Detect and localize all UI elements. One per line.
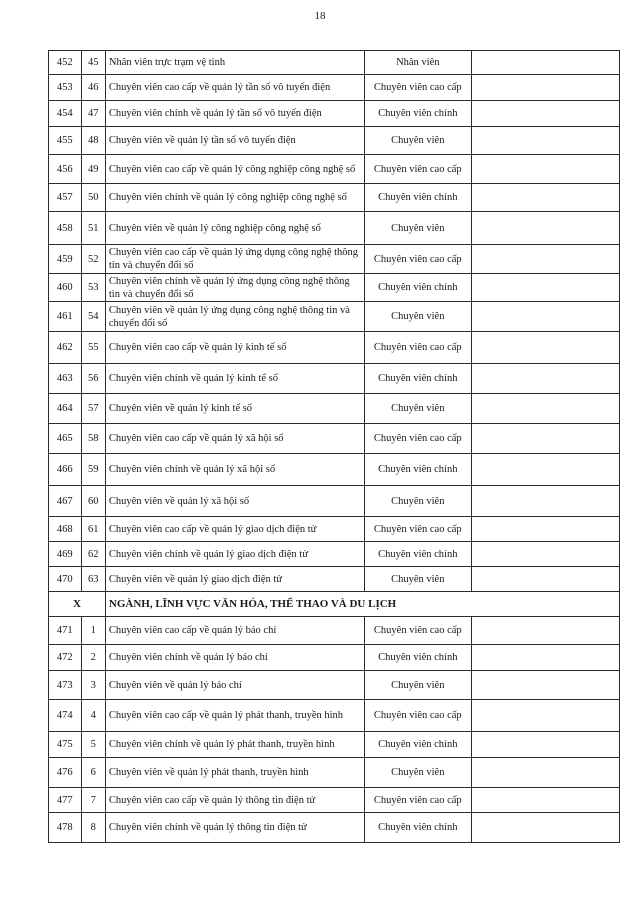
job-title: Chuyên viên cao cấp về quản lý ứng dụng công nghệ thông tin và chuyển đổi số [105, 245, 364, 274]
sub-number: 61 [81, 517, 105, 542]
sub-number: 52 [81, 245, 105, 274]
row-number: 454 [49, 101, 82, 127]
empty-cell [471, 486, 619, 517]
table-row [49, 394, 620, 424]
civil-service-rank: Chuyên viên [364, 394, 471, 424]
empty-cell [471, 394, 619, 424]
civil-service-rank: Chuyên viên cao cấp [364, 155, 471, 184]
job-title: Chuyên viên về quản lý kinh tế số [105, 394, 364, 424]
job-title: Chuyên viên chính về quản lý báo chí [105, 645, 364, 671]
civil-service-rank: Chuyên viên chính [364, 184, 471, 212]
empty-cell [471, 700, 619, 732]
civil-service-rank: Chuyên viên [364, 486, 471, 517]
sub-number: 2 [81, 645, 105, 671]
empty-cell [471, 302, 619, 332]
sub-number: 47 [81, 101, 105, 127]
row-number: 473 [49, 671, 82, 700]
sub-number: 6 [81, 758, 105, 788]
table-row [49, 732, 620, 758]
empty-cell [471, 155, 619, 184]
table-row [49, 127, 620, 155]
job-title: Chuyên viên chính về quản lý thông tin điện tử [105, 813, 364, 843]
row-number: 460 [49, 274, 82, 302]
table-row [49, 617, 620, 645]
row-number: 474 [49, 700, 82, 732]
table-row [49, 758, 620, 788]
empty-cell [471, 424, 619, 454]
row-number: 453 [49, 75, 82, 101]
job-title: Chuyên viên cao cấp về quản lý công nghiệp công nghệ số [105, 155, 364, 184]
job-title: Nhân viên trực trạm vệ tinh [105, 51, 364, 75]
row-number: 477 [49, 788, 82, 813]
job-position-table [48, 50, 620, 843]
sub-number: 50 [81, 184, 105, 212]
sub-number: 4 [81, 700, 105, 732]
civil-service-rank: Chuyên viên [364, 212, 471, 245]
empty-cell [471, 212, 619, 245]
table-row [49, 454, 620, 486]
civil-service-rank: Chuyên viên cao cấp [364, 788, 471, 813]
civil-service-rank: Chuyên viên cao cấp [364, 245, 471, 274]
table-row [49, 486, 620, 517]
empty-cell [471, 645, 619, 671]
table-row [49, 788, 620, 813]
table-row [49, 424, 620, 454]
sub-number: 48 [81, 127, 105, 155]
row-number: 464 [49, 394, 82, 424]
table-row [49, 212, 620, 245]
row-number: 475 [49, 732, 82, 758]
job-title: Chuyên viên chính về quản lý tần số vô tuyến điện [105, 101, 364, 127]
empty-cell [471, 101, 619, 127]
civil-service-rank: Chuyên viên cao cấp [364, 424, 471, 454]
civil-service-rank: Nhân viên [364, 51, 471, 75]
sub-number: 57 [81, 394, 105, 424]
table-body [49, 51, 620, 843]
empty-cell [471, 671, 619, 700]
row-number: 470 [49, 567, 82, 592]
sub-number: 63 [81, 567, 105, 592]
empty-cell [471, 332, 619, 364]
empty-cell [471, 758, 619, 788]
job-title: Chuyên viên về quản lý xã hội số [105, 486, 364, 517]
civil-service-rank: Chuyên viên chính [364, 645, 471, 671]
job-title: Chuyên viên về quản lý công nghiệp công nghệ số [105, 212, 364, 245]
civil-service-rank: Chuyên viên [364, 671, 471, 700]
job-title: Chuyên viên cao cấp về quản lý thông tin điện tử [105, 788, 364, 813]
sub-number: 62 [81, 542, 105, 567]
job-title: Chuyên viên chính về quản lý phát thanh, truyền hình [105, 732, 364, 758]
row-number: 462 [49, 332, 82, 364]
table-row [49, 155, 620, 184]
empty-cell [471, 454, 619, 486]
row-number: 463 [49, 364, 82, 394]
row-number: 466 [49, 454, 82, 486]
row-number: 468 [49, 517, 82, 542]
empty-cell [471, 517, 619, 542]
row-number: 459 [49, 245, 82, 274]
civil-service-rank: Chuyên viên chính [364, 813, 471, 843]
empty-cell [471, 542, 619, 567]
civil-service-rank: Chuyên viên chính [364, 542, 471, 567]
table-row [49, 364, 620, 394]
job-title: Chuyên viên chính về quản lý giao dịch điện tử [105, 542, 364, 567]
sub-number: 8 [81, 813, 105, 843]
civil-service-rank: Chuyên viên cao cấp [364, 332, 471, 364]
job-title: Chuyên viên cao cấp về quản lý báo chí [105, 617, 364, 645]
page-number: 18 [314, 10, 326, 22]
row-number: 478 [49, 813, 82, 843]
sub-number: 55 [81, 332, 105, 364]
civil-service-rank: Chuyên viên cao cấp [364, 700, 471, 732]
job-title: Chuyên viên cao cấp về quản lý xã hội số [105, 424, 364, 454]
row-number: 476 [49, 758, 82, 788]
empty-cell [471, 617, 619, 645]
empty-cell [471, 732, 619, 758]
civil-service-rank: Chuyên viên chính [364, 364, 471, 394]
sub-number: 54 [81, 302, 105, 332]
table-row [49, 517, 620, 542]
job-title: Chuyên viên về quản lý ứng dụng công nghệ thông tin và chuyển đổi số [105, 302, 364, 332]
section-roman-numeral: X [49, 592, 106, 617]
empty-cell [471, 364, 619, 394]
civil-service-rank: Chuyên viên cao cấp [364, 617, 471, 645]
civil-service-rank: Chuyên viên [364, 567, 471, 592]
empty-cell [471, 127, 619, 155]
civil-service-rank: Chuyên viên chính [364, 732, 471, 758]
job-title: Chuyên viên cao cấp về quản lý phát thanh, truyền hình [105, 700, 364, 732]
row-number: 457 [49, 184, 82, 212]
job-title: Chuyên viên cao cấp về quản lý tần số vô tuyến điện [105, 75, 364, 101]
row-number: 471 [49, 617, 82, 645]
empty-cell [471, 788, 619, 813]
civil-service-rank: Chuyên viên [364, 127, 471, 155]
sub-number: 51 [81, 212, 105, 245]
section-title: NGÀNH, LĨNH VỰC VĂN HÓA, THỂ THAO VÀ DU LỊCH [105, 592, 619, 617]
civil-service-rank: Chuyên viên [364, 758, 471, 788]
sub-number: 3 [81, 671, 105, 700]
row-number: 452 [49, 51, 82, 75]
civil-service-rank: Chuyên viên [364, 302, 471, 332]
sub-number: 53 [81, 274, 105, 302]
job-title: Chuyên viên chính về quản lý công nghiệp công nghệ số [105, 184, 364, 212]
civil-service-rank: Chuyên viên cao cấp [364, 517, 471, 542]
sub-number: 58 [81, 424, 105, 454]
job-title: Chuyên viên chính về quản lý xã hội số [105, 454, 364, 486]
job-title: Chuyên viên chính về quản lý kinh tế số [105, 364, 364, 394]
job-title: Chuyên viên cao cấp về quản lý giao dịch điện tử [105, 517, 364, 542]
job-title: Chuyên viên về quản lý báo chí [105, 671, 364, 700]
job-title: Chuyên viên về quản lý giao dịch điện tử [105, 567, 364, 592]
row-number: 458 [49, 212, 82, 245]
row-number: 455 [49, 127, 82, 155]
table-row [49, 274, 620, 302]
row-number: 467 [49, 486, 82, 517]
job-title: Chuyên viên cao cấp về quản lý kinh tế số [105, 332, 364, 364]
empty-cell [471, 51, 619, 75]
empty-cell [471, 184, 619, 212]
table-row [49, 542, 620, 567]
civil-service-rank: Chuyên viên chính [364, 274, 471, 302]
sub-number: 46 [81, 75, 105, 101]
table-row [49, 332, 620, 364]
table-row [49, 75, 620, 101]
sub-number: 1 [81, 617, 105, 645]
table-row [49, 184, 620, 212]
empty-cell [471, 245, 619, 274]
table-row [49, 245, 620, 274]
table-row [49, 302, 620, 332]
sub-number: 56 [81, 364, 105, 394]
sub-number: 7 [81, 788, 105, 813]
table-row [49, 51, 620, 75]
sub-number: 60 [81, 486, 105, 517]
job-title: Chuyên viên chính về quản lý ứng dụng công nghệ thông tin và chuyển đổi số [105, 274, 364, 302]
table-row [49, 567, 620, 592]
row-number: 456 [49, 155, 82, 184]
section-header-row [49, 592, 620, 617]
table-row [49, 645, 620, 671]
row-number: 469 [49, 542, 82, 567]
sub-number: 49 [81, 155, 105, 184]
row-number: 465 [49, 424, 82, 454]
civil-service-rank: Chuyên viên chính [364, 454, 471, 486]
empty-cell [471, 274, 619, 302]
job-title: Chuyên viên về quản lý phát thanh, truyền hình [105, 758, 364, 788]
sub-number: 5 [81, 732, 105, 758]
table-row [49, 700, 620, 732]
empty-cell [471, 567, 619, 592]
table-row [49, 671, 620, 700]
job-title: Chuyên viên về quản lý tần số vô tuyến điện [105, 127, 364, 155]
empty-cell [471, 75, 619, 101]
table-row [49, 101, 620, 127]
sub-number: 59 [81, 454, 105, 486]
civil-service-rank: Chuyên viên chính [364, 101, 471, 127]
table-row [49, 813, 620, 843]
empty-cell [471, 813, 619, 843]
civil-service-rank: Chuyên viên cao cấp [364, 75, 471, 101]
sub-number: 45 [81, 51, 105, 75]
row-number: 472 [49, 645, 82, 671]
row-number: 461 [49, 302, 82, 332]
